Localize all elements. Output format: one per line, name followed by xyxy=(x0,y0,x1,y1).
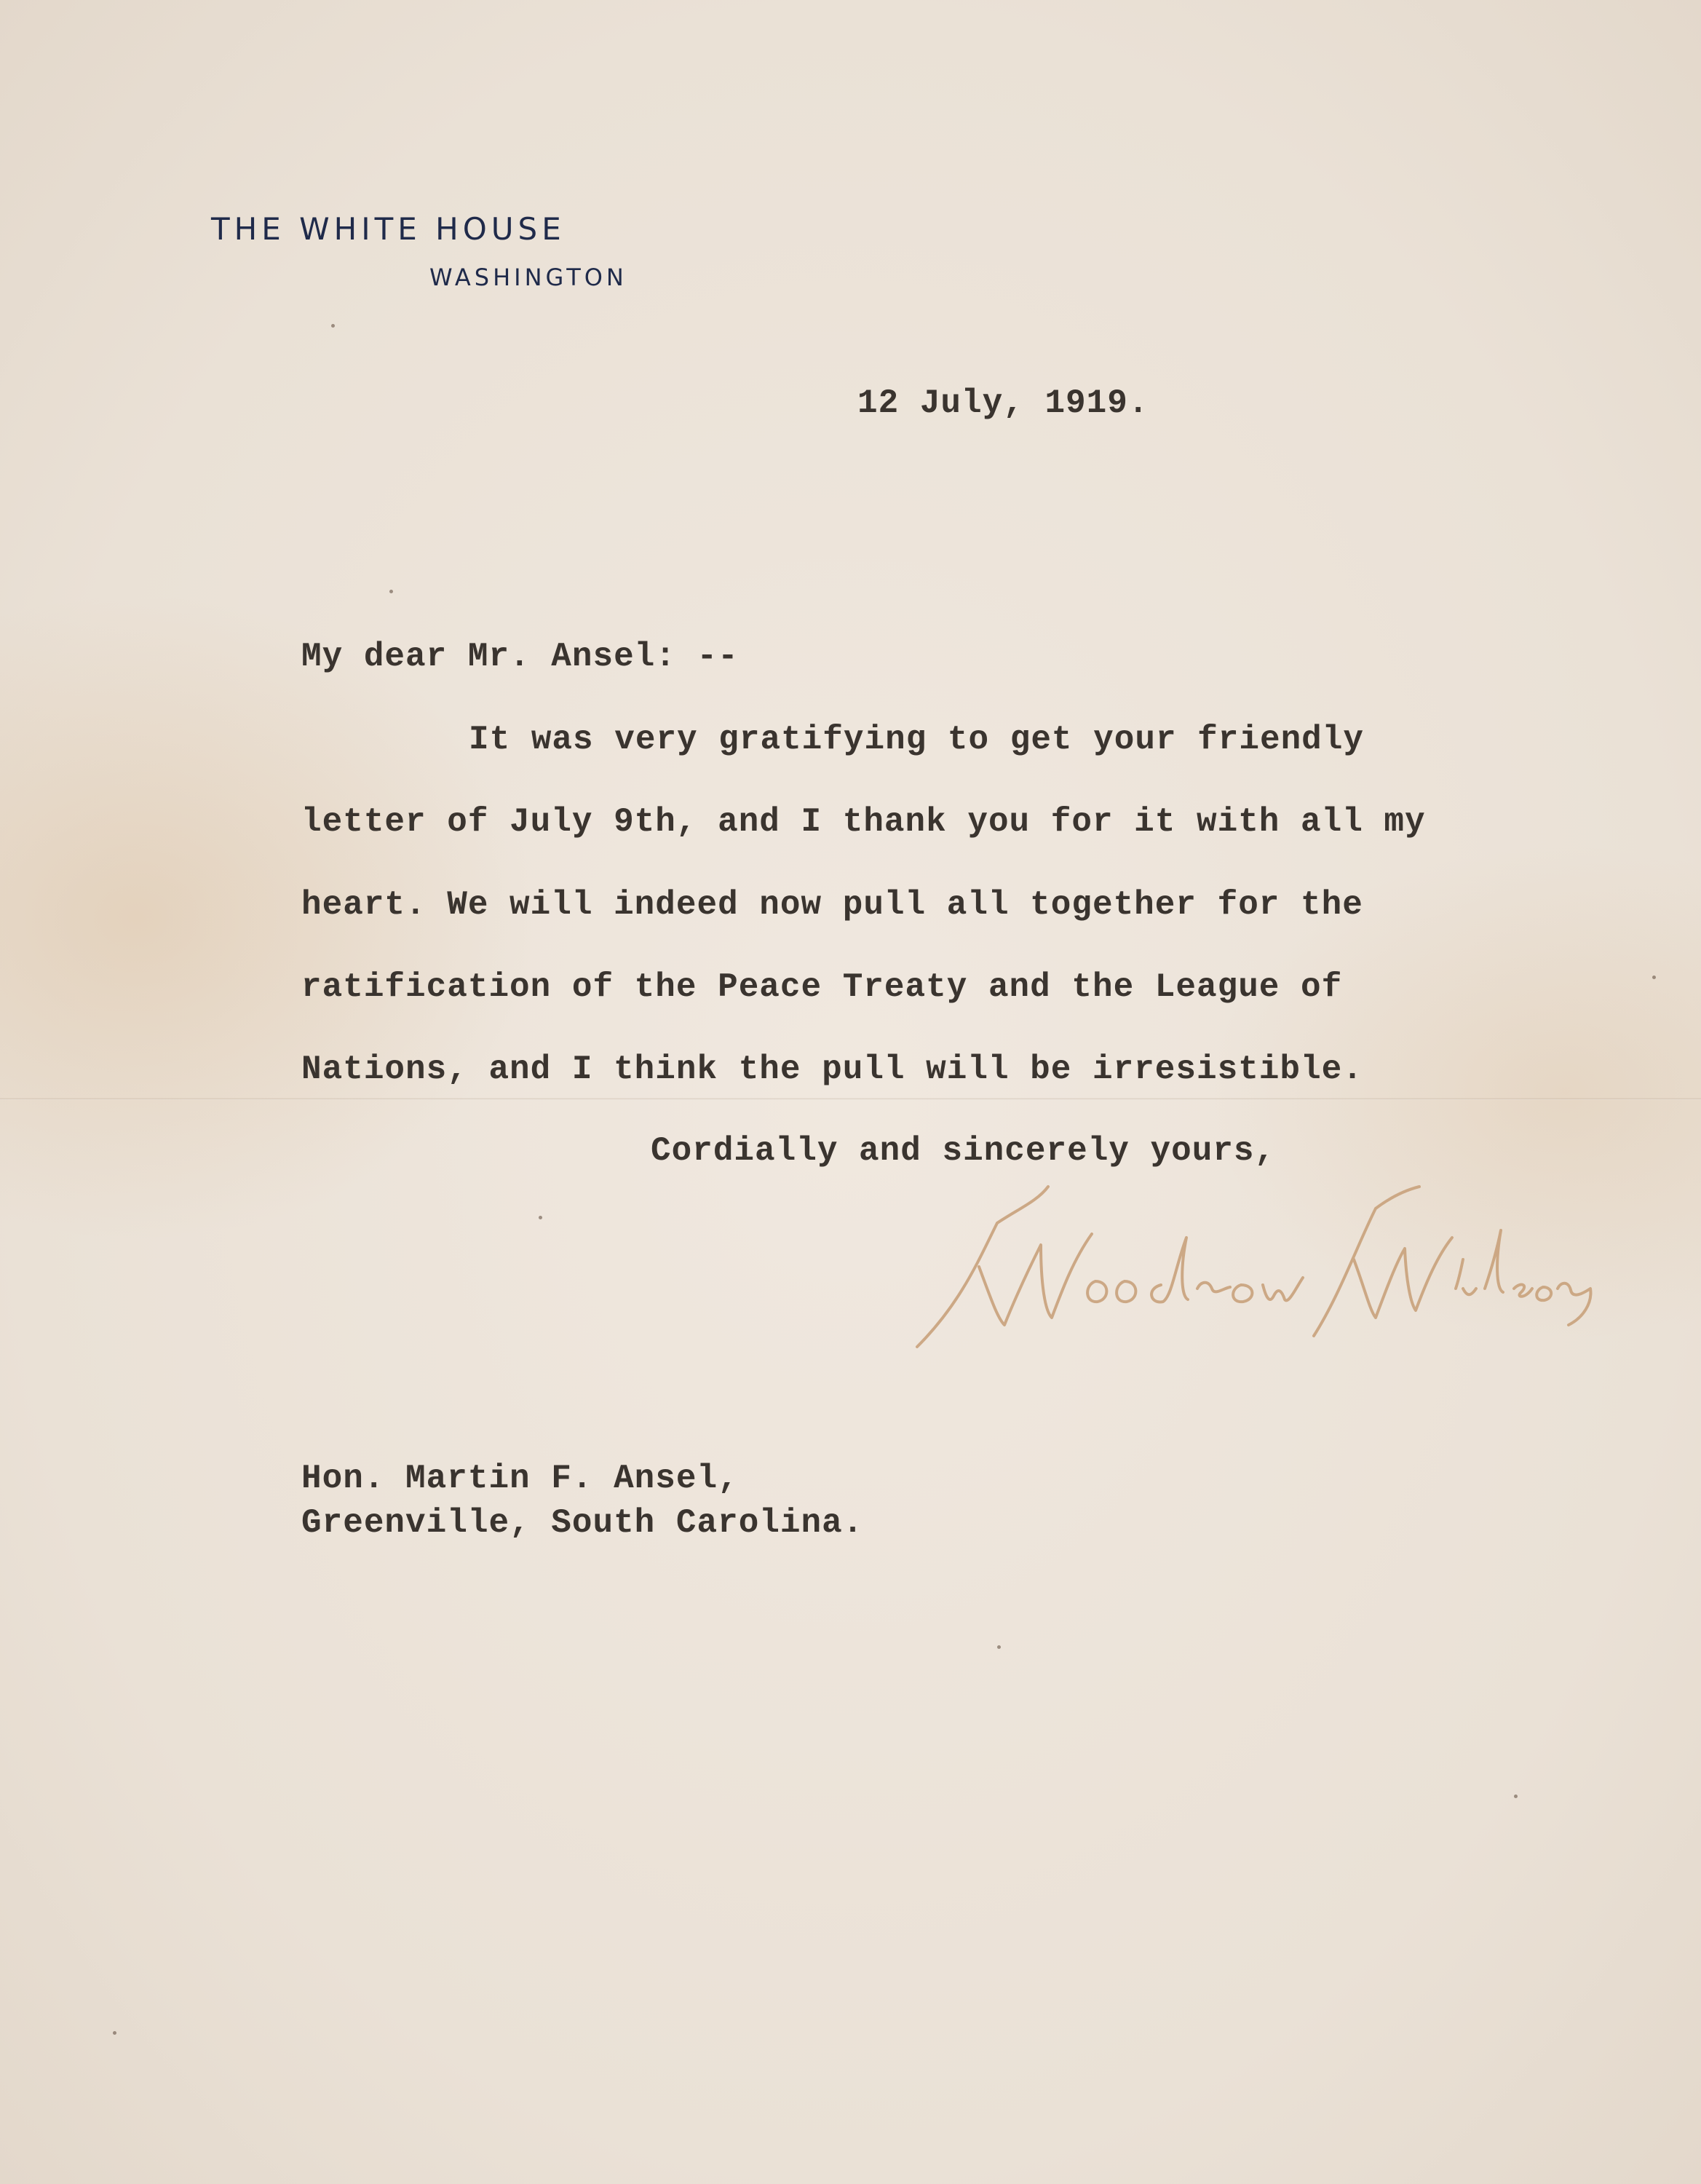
recipient-location: Greenville, South Carolina. xyxy=(301,1504,864,1542)
letterhead-city: WASHINGTON xyxy=(429,264,627,291)
paper-speck xyxy=(997,1645,1001,1649)
letter-date: 12 July, 1919. xyxy=(857,384,1149,422)
recipient-name: Hon. Martin F. Ansel, xyxy=(301,1460,739,1497)
body-line-1: It was very gratifying to get your friendly xyxy=(469,721,1364,759)
paper-speck xyxy=(389,590,393,593)
letterhead-title: THE WHITE HOUSE xyxy=(211,211,566,247)
body-line-5: Nations, and I think the pull will be irresistible. xyxy=(301,1051,1363,1088)
closing: Cordially and sincerely yours, xyxy=(651,1132,1276,1170)
paper-speck xyxy=(113,2031,116,2035)
body-line-4: ratification of the Peace Treaty and the League of xyxy=(301,968,1343,1006)
paper-speck xyxy=(539,1216,542,1219)
body-line-3: heart. We will indeed now pull all together for the xyxy=(301,886,1363,924)
salutation: My dear Mr. Ansel: -- xyxy=(301,638,739,676)
paper-fold xyxy=(0,1098,1701,1100)
body-line-2: letter of July 9th, and I thank you for it with all my xyxy=(301,803,1426,841)
paper-speck xyxy=(1514,1795,1518,1798)
paper-speck xyxy=(1652,976,1656,979)
signature xyxy=(910,1179,1594,1354)
paper-speck xyxy=(331,324,335,328)
